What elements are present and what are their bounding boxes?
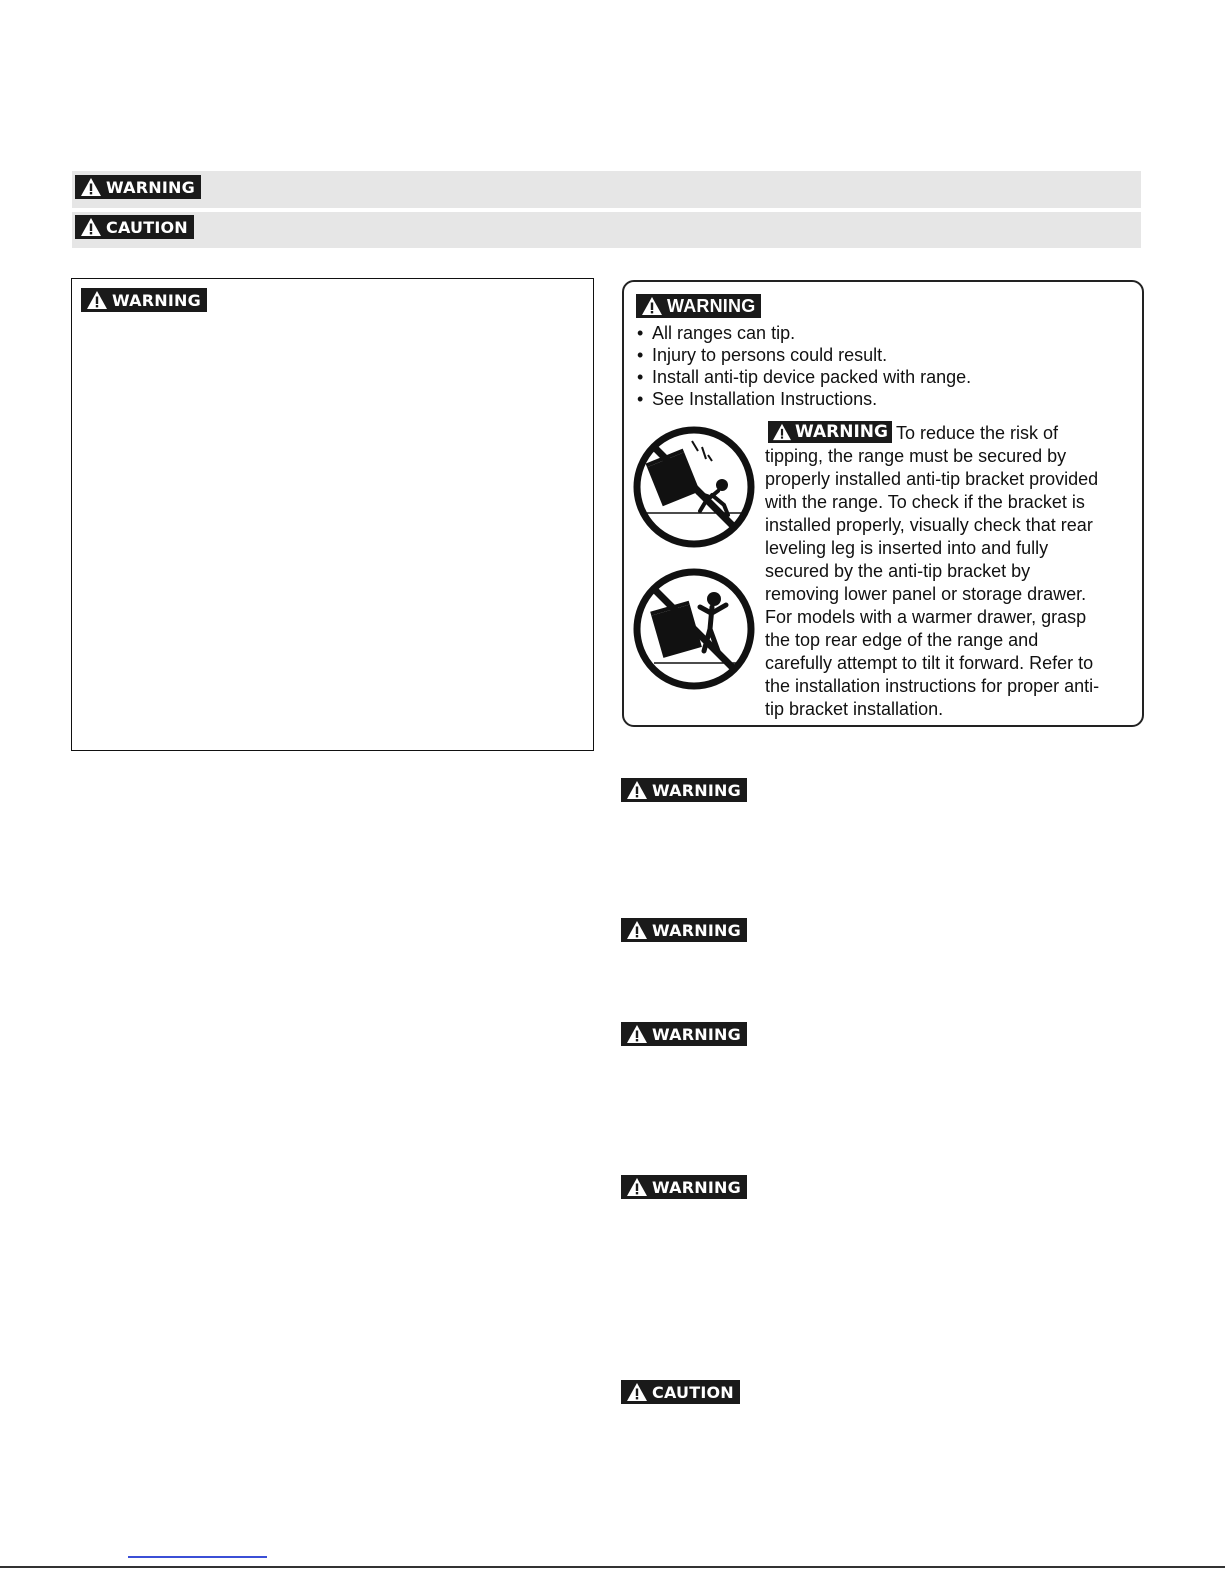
paragraph-line: tipping, the range must be secured by <box>765 446 1067 466</box>
paragraph-line: For models with a warmer drawer, grasp <box>765 607 1087 627</box>
paragraph-line: with the range. To check if the bracket is <box>765 492 1085 512</box>
paragraph-line: carefully attempt to tilt it forward. Refer to <box>765 653 1094 673</box>
footer-link-underline[interactable] <box>128 1556 267 1558</box>
alert-icon <box>86 290 108 310</box>
warning-badge-panel <box>636 294 761 318</box>
badge-label: WARNING <box>106 177 195 197</box>
warning-band <box>72 171 1141 208</box>
badge-label: WARNING <box>652 780 741 800</box>
paragraph-line: properly installed anti-tip bracket provided <box>765 469 1099 489</box>
prohibited-child-climbing-range-icon <box>632 425 756 549</box>
caution-badge-right <box>621 1380 740 1404</box>
footer-rule <box>0 1566 1225 1568</box>
warning-badge-inline <box>768 421 892 443</box>
bullet-item: • See Installation Instructions. <box>637 388 971 410</box>
alert-icon <box>626 1382 648 1402</box>
badge-label: WARNING <box>652 1177 741 1197</box>
warning-badge-top <box>75 175 201 199</box>
paragraph-line: installed properly, visually check that rear <box>765 515 1093 535</box>
alert-icon <box>626 780 648 800</box>
paragraph-line: leveling leg is inserted into and fully <box>765 538 1049 558</box>
badge-label: CAUTION <box>652 1382 734 1402</box>
badge-label: WARNING <box>112 290 201 310</box>
badge-label: CAUTION <box>106 217 188 237</box>
bullet-item: • Install anti-tip device packed with range. <box>637 366 971 388</box>
paragraph-line: secured by the anti-tip bracket by <box>765 561 1031 581</box>
bullet-item: • Injury to persons could result. <box>637 344 971 366</box>
warning-badge-right-3 <box>621 1022 747 1046</box>
alert-icon <box>772 423 792 441</box>
badge-label: WARNING <box>652 1024 741 1044</box>
anti-tip-bullet-list <box>637 322 971 410</box>
alert-icon <box>80 217 102 237</box>
anti-tip-paragraph <box>765 421 1140 721</box>
paragraph-line-1 <box>765 421 1140 445</box>
warning-badge-right-4 <box>621 1175 747 1199</box>
left-warning-box <box>71 278 594 751</box>
badge-label: WARNING <box>795 421 888 442</box>
alert-icon <box>80 177 102 197</box>
paragraph-line: the top rear edge of the range and <box>765 630 1039 650</box>
badge-label: WARNING <box>652 920 741 940</box>
prohibited-person-on-door-icon <box>632 567 756 691</box>
alert-icon <box>626 1177 648 1197</box>
warning-badge-right-2 <box>621 918 747 942</box>
paragraph-line: removing lower panel or storage drawer. <box>765 584 1087 604</box>
warning-badge-left-box <box>81 288 207 312</box>
paragraph-line: the installation instructions for proper anti- <box>765 676 1100 696</box>
alert-icon <box>626 1024 648 1044</box>
alert-icon <box>641 296 663 316</box>
badge-label: WARNING <box>667 295 756 316</box>
bullet-item: • All ranges can tip. <box>637 322 971 344</box>
paragraph-line: tip bracket installation. <box>765 699 944 719</box>
paragraph-text: To reduce the risk of <box>895 423 1059 443</box>
caution-badge-top <box>75 215 194 239</box>
warning-badge-right-1 <box>621 778 747 802</box>
caution-band <box>72 212 1141 248</box>
alert-icon <box>626 920 648 940</box>
